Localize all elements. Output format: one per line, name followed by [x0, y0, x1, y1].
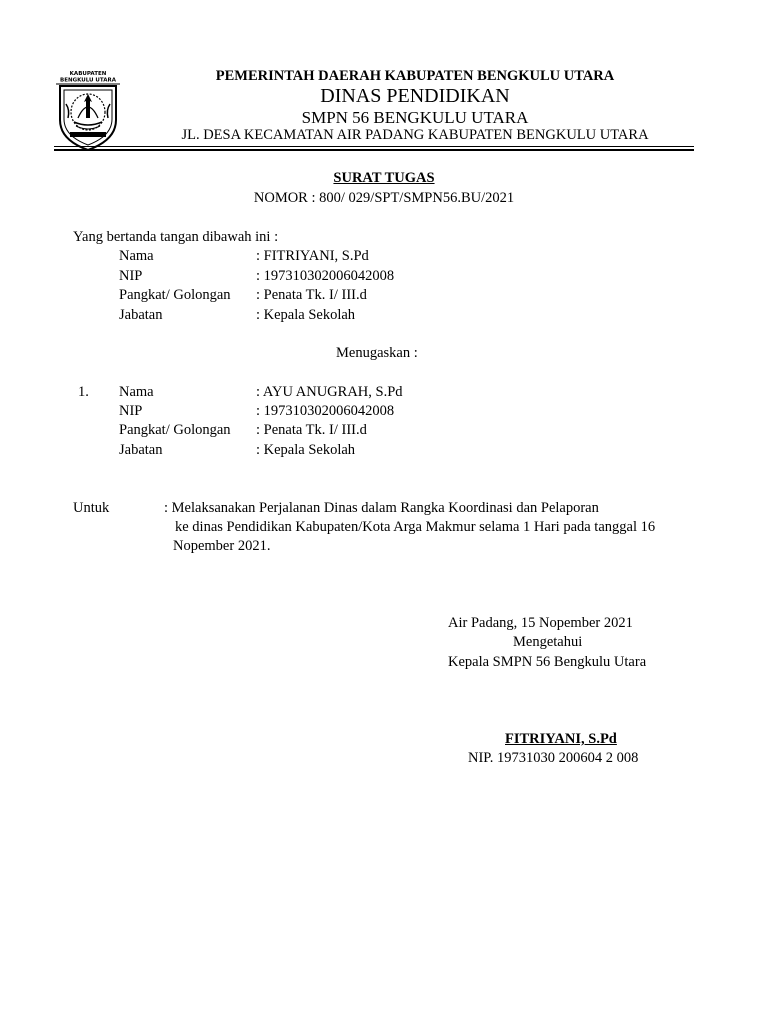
header-government: PEMERINTAH DAERAH KABUPATEN BENGKULU UTARA	[215, 68, 615, 84]
header-rule-thin	[54, 146, 694, 147]
assignee-position-label: Jabatan	[119, 442, 163, 458]
assignee-name-value: : AYU ANUGRAH, S.Pd	[256, 384, 403, 400]
header-address: JL. DESA KECAMATAN AIR PADANG KABUPATEN BENGKULU UTARA	[181, 127, 649, 143]
signer-rank-value: : Penata Tk. I/ III.d	[256, 287, 367, 303]
logo-top-text: KABUPATEN	[69, 71, 107, 77]
signature-position: Kepala SMPN 56 Bengkulu Utara	[448, 654, 647, 670]
header-school: SMPN 56 BENGKULU UTARA	[301, 108, 529, 127]
signer-name-value: : FITRIYANI, S.Pd	[256, 248, 369, 264]
header-department: DINAS PENDIDIKAN	[320, 85, 510, 107]
signer-rank-label: Pangkat/ Golongan	[119, 287, 231, 303]
assignee-nip-value: : 197310302006042008	[256, 403, 395, 419]
signature-acknowledged: Mengetahui	[513, 634, 583, 650]
purpose-line-3: Nopember 2021.	[173, 538, 271, 554]
purpose-line-2: ke dinas Pendidikan Kabupaten/Kota Arga Makmur selama 1 Hari pada tanggal 16	[175, 519, 656, 535]
assignee-nip-label: NIP	[119, 403, 143, 419]
assignee-rank-label: Pangkat/ Golongan	[119, 422, 231, 438]
signer-position-label: Jabatan	[119, 307, 163, 323]
header-rule-thick	[54, 149, 694, 151]
intro-text: Yang bertanda tangan dibawah ini :	[73, 229, 279, 245]
assign-heading: Menugaskan :	[336, 345, 418, 361]
signer-position-value: : Kepala Sekolah	[256, 307, 356, 323]
assignee-rank-value: : Penata Tk. I/ III.d	[256, 422, 367, 438]
signature-place-date: Air Padang, 15 Nopember 2021	[448, 615, 633, 631]
letter-title: SURAT TUGAS	[333, 170, 435, 186]
purpose-line-1: : Melaksanakan Perjalanan Dinas dalam Rangka Koordinasi dan Pelaporan	[164, 500, 599, 516]
signature-name: FITRIYANI, S.Pd	[505, 731, 617, 747]
signer-name-label: Nama	[119, 248, 154, 264]
assignee-name-label: Nama	[119, 384, 154, 400]
signature-nip: NIP. 19731030 200604 2 008	[468, 750, 639, 766]
logo-name-text: BENGKULU UTARA	[60, 77, 116, 84]
assignee-position-value: : Kepala Sekolah	[256, 442, 356, 458]
purpose-label: Untuk	[73, 500, 110, 516]
letter-number: NOMOR : 800/ 029/SPT/SMPN56.BU/2021	[253, 190, 515, 206]
signer-nip-value: : 197310302006042008	[256, 268, 395, 284]
signer-nip-label: NIP	[119, 268, 143, 284]
assignee-number: 1.	[78, 384, 89, 400]
